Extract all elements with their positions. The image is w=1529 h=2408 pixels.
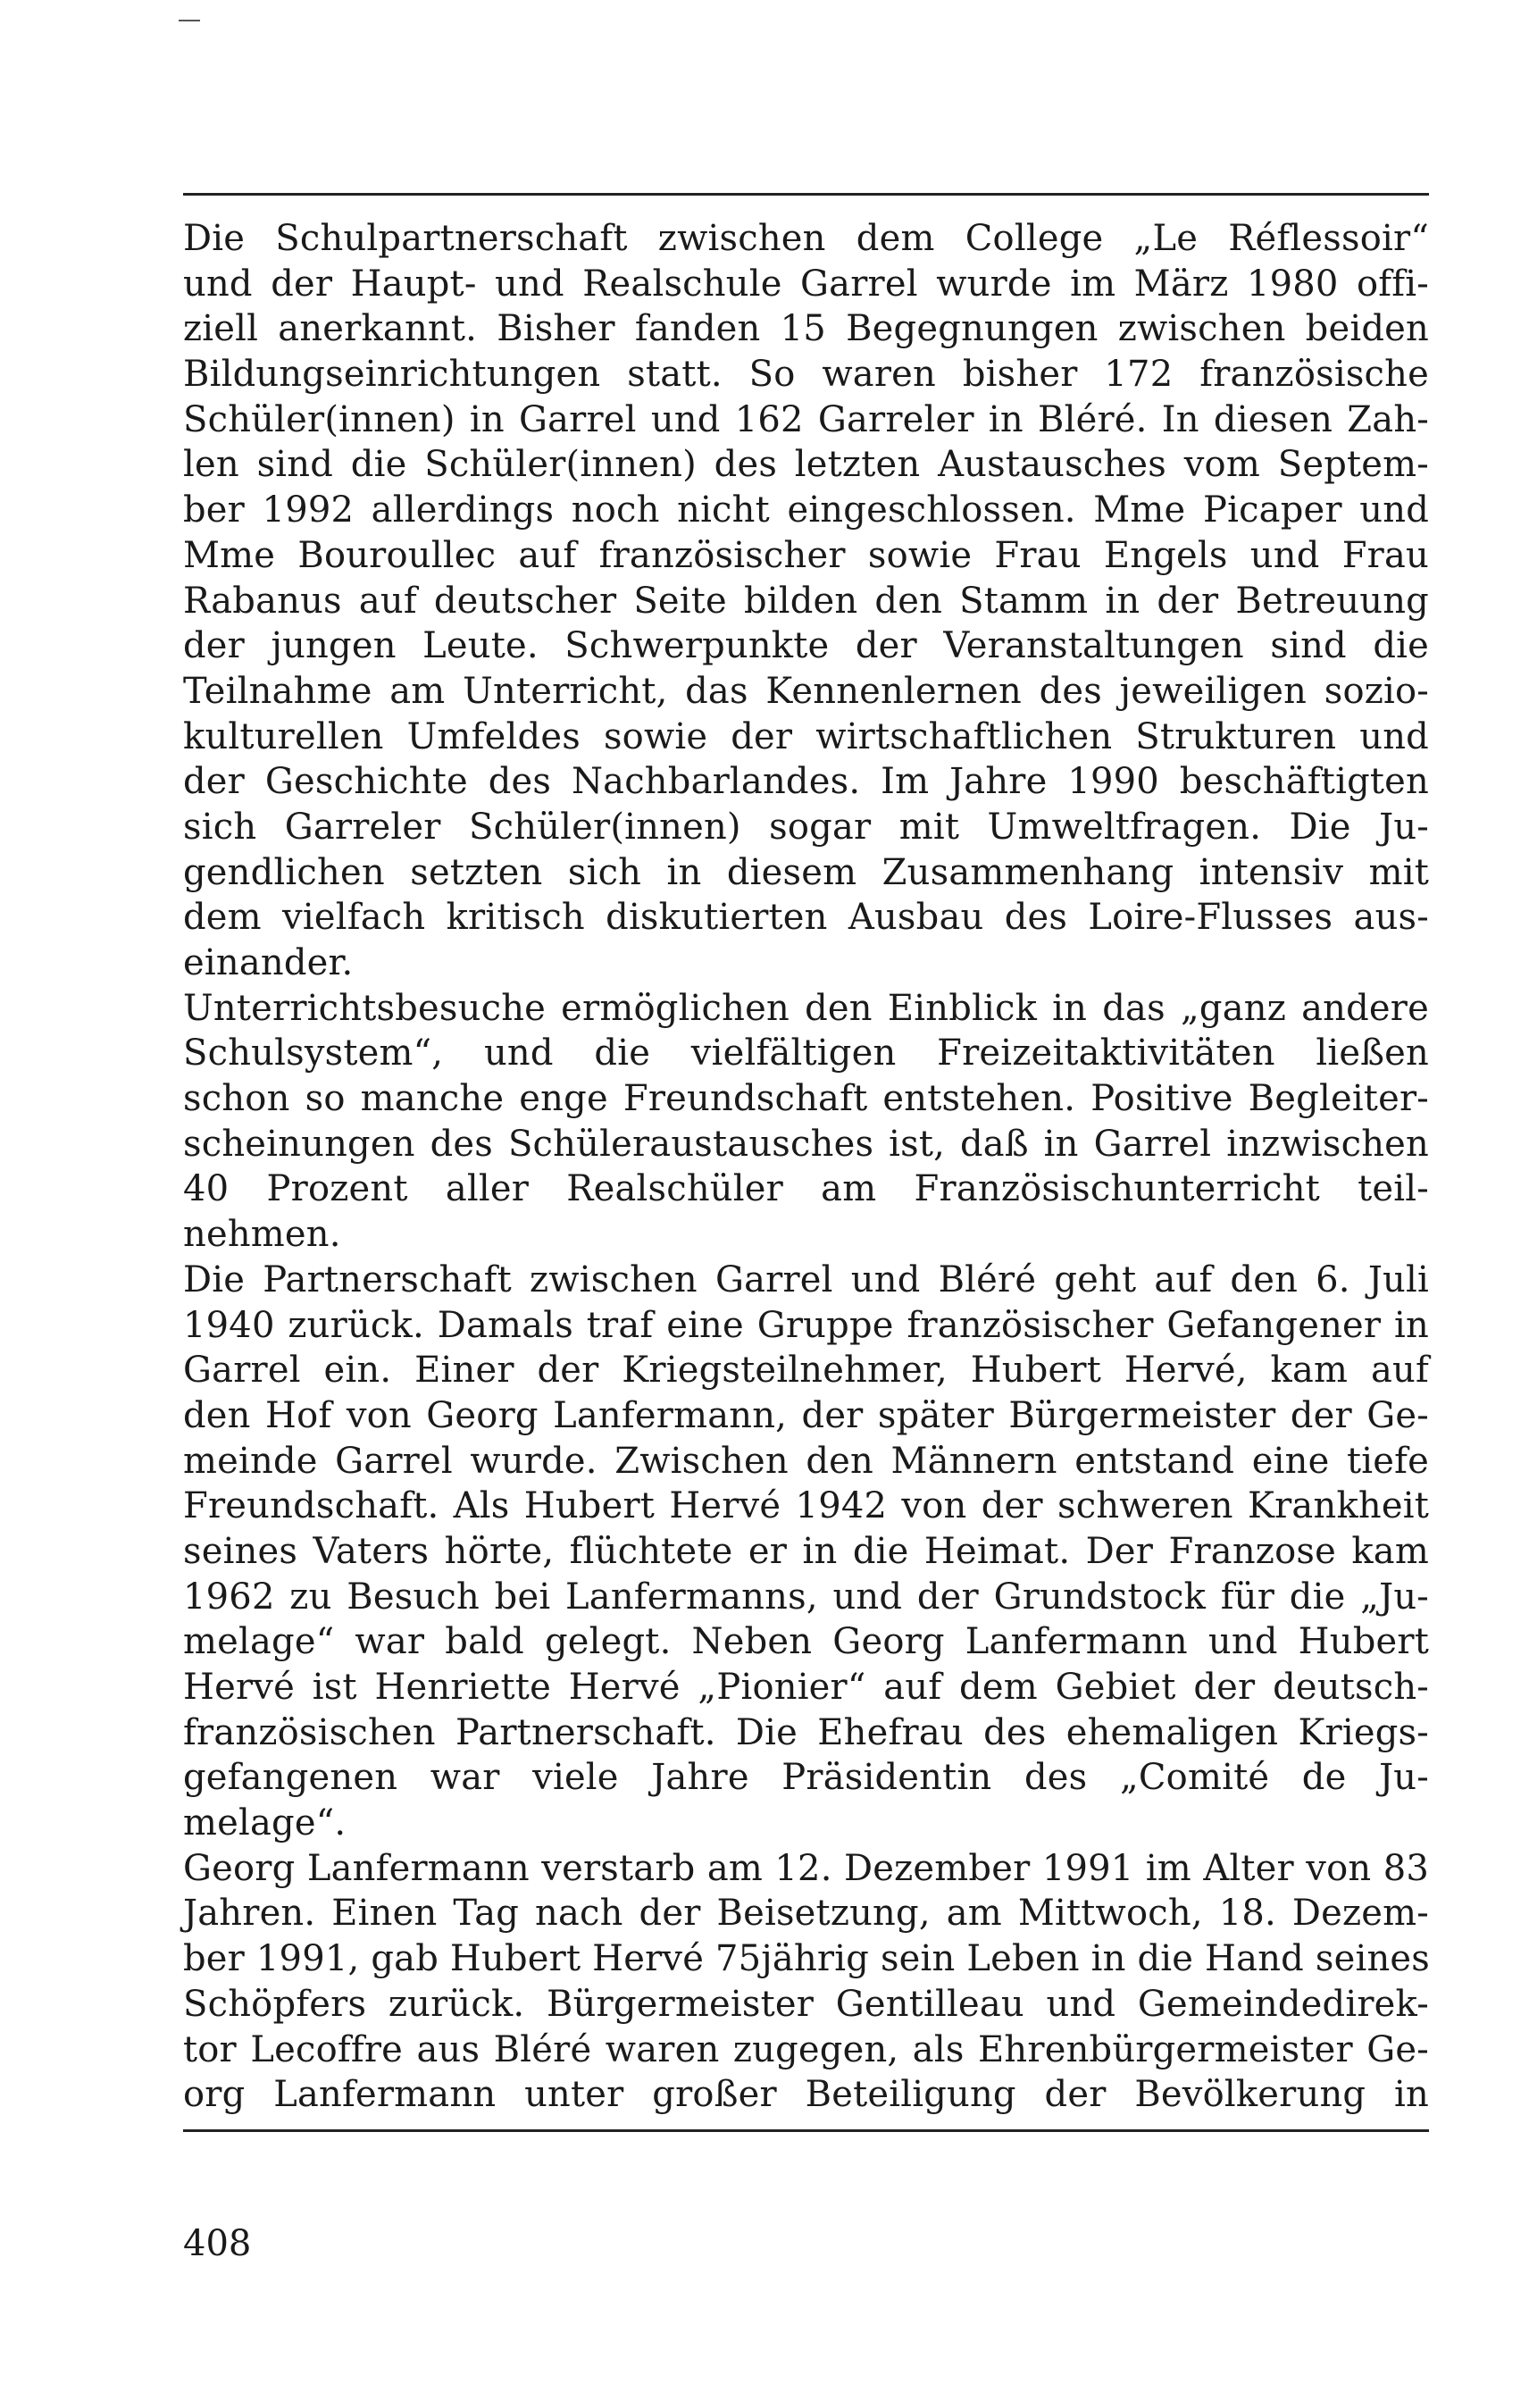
text-line: der Geschichte des Nachbarlandes. Im Jahre 1990 beschäftigten <box>183 761 1429 803</box>
text-line: scheinungen des Schüleraustausches ist, daß in Garrel inzwischen <box>183 1123 1429 1165</box>
text-line: Schulsystem“, und die vielfältigen Freizeitaktivitäten ließen <box>183 1033 1429 1074</box>
text-line: sich Garreler Schüler(innen) sogar mit Umweltfragen. Die Ju- <box>183 806 1429 848</box>
text-line: Die Partnerschaft zwischen Garrel und Bléré geht auf den 6. Juli <box>183 1258 1429 1300</box>
text-line: 40 Prozent aller Realschüler am Französischunterricht teil- <box>183 1168 1429 1210</box>
text-line: Freundschaft. Als Hubert Hervé 1942 von der schweren Krankheit <box>183 1485 1429 1527</box>
text-line: ber 1992 allerdings noch nicht eingeschlossen. Mme Picaper und <box>183 489 1429 531</box>
text-line: meinde Garrel wurde. Zwischen den Männern entstand eine tiefe <box>183 1440 1429 1482</box>
text-line: org Lanfermann unter großer Beteiligung der Bevölkerung in <box>183 2074 1429 2116</box>
text-line: Mme Bouroullec auf französischer sowie Frau Engels und Frau <box>183 534 1429 576</box>
text-line: tor Lecoffre aus Bléré waren zugegen, als Ehrenbürgermeister Ge- <box>183 2028 1429 2070</box>
text-line: Bildungseinrichtungen statt. So waren bisher 172 französische <box>183 354 1429 396</box>
text-line: Georg Lanfermann verstarb am 12. Dezember 1991 im Alter von 83 <box>183 1847 1429 1889</box>
text-line: französischen Partnerschaft. Die Ehefrau des ehemaligen Kriegs- <box>183 1711 1429 1753</box>
text-line: schon so manche enge Freundschaft entstehen. Positive Begleiter- <box>183 1078 1429 1120</box>
text-line: Jahren. Einen Tag nach der Beisetzung, am Mittwoch, 18. Dezem- <box>183 1893 1429 1935</box>
body-text <box>183 216 1429 2118</box>
text-line: Die Schulpartnerschaft zwischen dem College „Le Réflessoir“ <box>183 218 1429 259</box>
text-line: den Hof von Georg Lanfermann, der später Bürgermeister der Ge- <box>183 1394 1429 1436</box>
corner-mark <box>179 20 200 21</box>
top-rule <box>183 193 1429 196</box>
page-number: 408 <box>183 2223 252 2264</box>
text-line: len sind die Schüler(innen) des letzten Austausches vom Septem- <box>183 444 1429 486</box>
text-line: nehmen. <box>183 1214 341 1256</box>
text-line: 1940 zurück. Damals traf eine Gruppe französischer Gefangener in <box>183 1304 1429 1346</box>
text-line: ziell anerkannt. Bisher fanden 15 Begegnungen zwischen beiden <box>183 308 1429 350</box>
bottom-rule <box>183 2129 1429 2132</box>
text-line: melage“ war bald gelegt. Neben Georg Lanfermann und Hubert <box>183 1621 1429 1663</box>
text-line: gefangenen war viele Jahre Präsidentin des „Comité de Ju- <box>183 1757 1429 1799</box>
text-line: einander. <box>183 942 354 983</box>
text-line: Hervé ist Henriette Hervé „Pionier“ auf dem Gebiet der deutsch- <box>183 1667 1429 1708</box>
text-line: ber 1991, gab Hubert Hervé 75jährig sein Leben in die Hand seines <box>183 1938 1431 1980</box>
text-line: Teilnahme am Unterricht, das Kennenlernen des jeweiligen sozio- <box>183 670 1429 712</box>
text-line: melage“. <box>183 1802 347 1844</box>
text-line: der jungen Leute. Schwerpunkte der Veranstaltungen sind die <box>183 625 1429 667</box>
text-line: kulturellen Umfeldes sowie der wirtschaftlichen Strukturen und <box>183 715 1429 757</box>
text-line: Garrel ein. Einer der Kriegsteilnehmer, Hubert Hervé, kam auf <box>183 1350 1429 1392</box>
text-line: und der Haupt- und Realschule Garrel wurde im März 1980 offi- <box>183 263 1429 305</box>
text-line: seines Vaters hörte, flüchtete er in die Heimat. Der Franzose kam <box>183 1530 1429 1572</box>
text-line: dem vielfach kritisch diskutierten Ausbau des Loire-Flusses aus- <box>183 897 1429 939</box>
text-line: Schöpfers zurück. Bürgermeister Gentilleau und Gemeindedirek- <box>183 1983 1429 2025</box>
text-line: Unterrichtsbesuche ermöglichen den Einblick in das „ganz andere <box>183 987 1429 1029</box>
text-line: Schüler(innen) in Garrel und 162 Garreler in Bléré. In diesen Zah- <box>183 398 1429 440</box>
text-line: 1962 zu Besuch bei Lanfermanns, und der Grundstock für die „Ju- <box>183 1576 1429 1618</box>
text-line: gendlichen setzten sich in diesem Zusammenhang intensiv mit <box>183 851 1429 893</box>
text-line: Rabanus auf deutscher Seite bilden den Stamm in der Betreuung <box>183 580 1429 622</box>
